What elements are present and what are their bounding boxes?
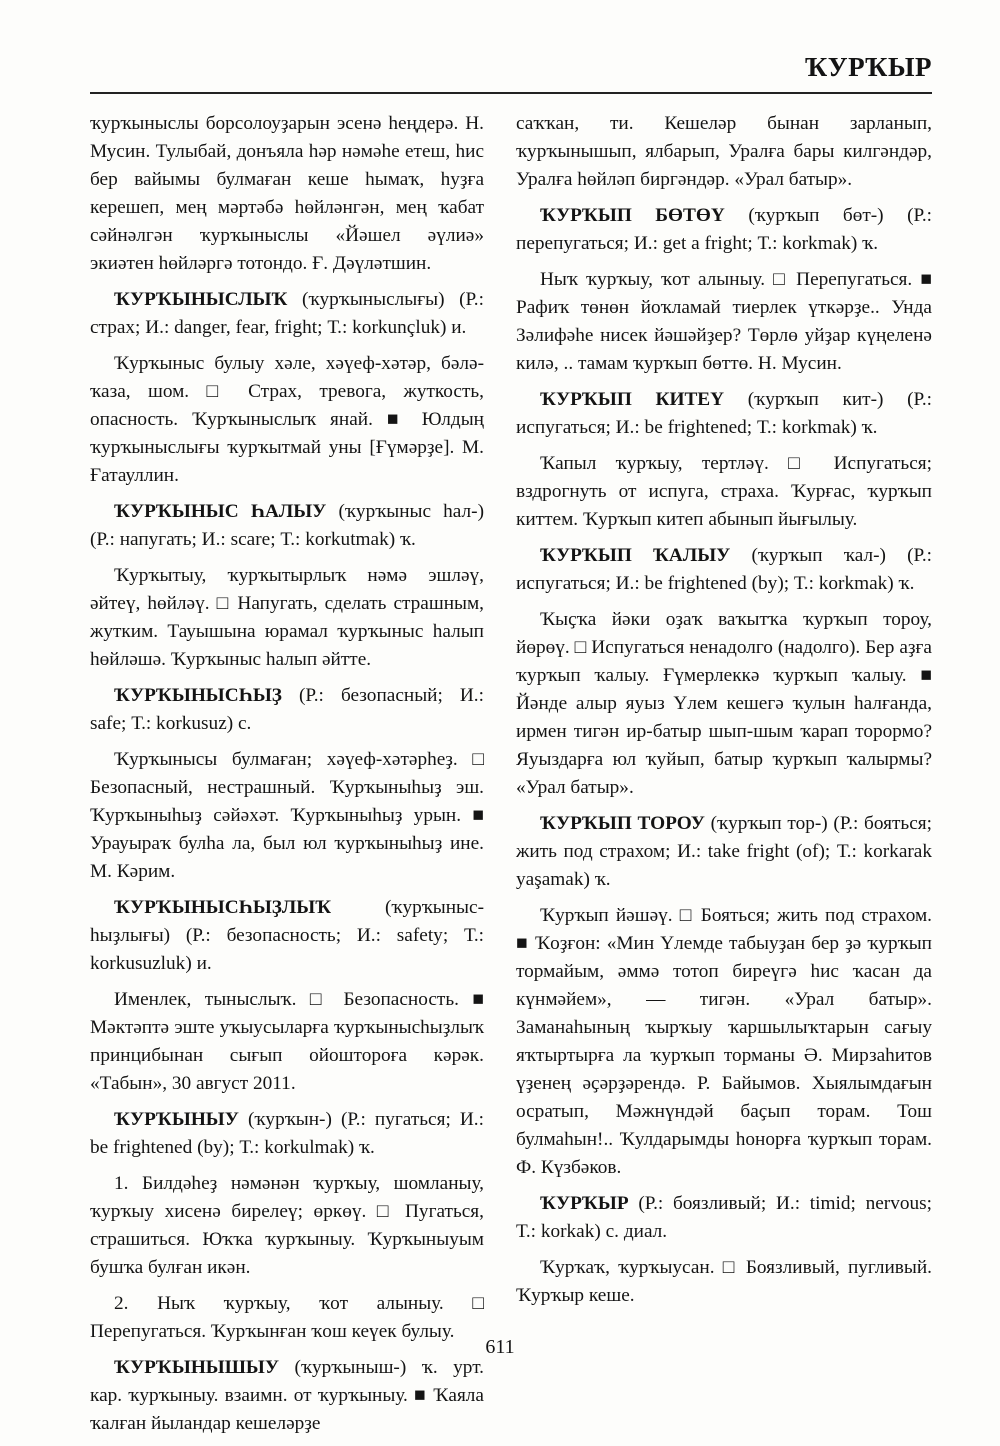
page-number: 611 (485, 1336, 515, 1358)
dictionary-entry (90, 682, 484, 738)
headword: ҠУРҠЫП КИТЕҮ (540, 389, 725, 410)
headword: ҠУРҠЫНЫСҺЫҘЛЫҠ (114, 897, 332, 918)
sense-text: Ҡурҡып йәшәү. □ Бояться; жить под страхом. ■ Ҡоҙғон: «Мин Үлемде табыуҙан бер ҙә ҡурҡып тормайым, әммә тотоп биреүгә һис ҡасан да күнмәйем», — тигән. «Урал батыр». Заманаһының ҡырҡыу ҡаршылыҡтарын сағыу яҡтыртырға ла ҡурҡып торманы Ә. Мирзаһитов үҙенең әҫәрҙәрендә. Р. Байымов. Хыялымдағын осратып, Мәжнүндәй баҫып торам. Тош булмаһын!.. Ҡулдарымды һонорға ҡурҡып торам. Ф. Күзбәков. (516, 905, 932, 1178)
right-column (516, 110, 932, 1318)
entry-grammar: (Р.: боязливый; И.: timid; nervous; Т.: korkak) с. диал. (516, 1193, 932, 1242)
entry-grammar: (ҡурҡыныс һал-) (Р.: напугать; И.: scare; Т.: korkutmak) ҡ. (90, 501, 484, 550)
headword: ҠУРҠЫР (540, 1193, 629, 1214)
dictionary-entry (90, 894, 484, 978)
dictionary-entry (90, 286, 484, 342)
sense-text: Именлек, тыныслыҡ. □ Безопасность. ■ Мәктәптә эште уҡыусыларға ҡурҡынысһыҙлыҡ принцибынан сығып ойоштороға кәрәк. «Табын», 30 август 2011. (90, 989, 484, 1094)
entry-grammar: (ҡурҡып бөт-) (Р.: перепугаться; И.: get a fright; Т.: korkmak) ҡ. (516, 205, 932, 254)
sense-text: 1. Билдәһеҙ нәмәнән ҡурҡыу, шомланыу, ҡурҡыу хисенә бирелеү; өркөү. □ Пугаться, страшиться. Юҡҡа ҡурҡыныу. Ҡурҡыныуым бушҡа булған икән. (90, 1173, 484, 1278)
running-head: ҠУРҠЫР (804, 52, 932, 82)
dictionary-entry (516, 1190, 932, 1246)
sense-text: Ҡурҡыныс булыу хәле, хәүеф-хәтәр, бәлә-ҡаза, шом. □ Страх, тревога, жуткость, опасность. Ҡурҡыныслыҡ янай. ■ Юлдың ҡурҡыныслығы ҡурҡытмай уны [Ғүмәрҙе]. М. Ғатауллин. (90, 353, 484, 486)
sense-text: Ныҡ ҡурҡыу, ҡот алыныу. □ Перепугаться. ■ Рафиҡ төнөн йоҡламай тиерлек үткәрҙе.. Унда Зәлифәһе нисек йәшәйҙер? Төрлө уйҙар күңеленә килә, .. тамам ҡурҡып бөттө. Н. Мусин. (516, 269, 932, 374)
dictionary-entry (90, 1106, 484, 1162)
headword: ҠУРҠЫНЫС ҺАЛЫУ (114, 501, 327, 522)
entry-grammar: (ҡурҡын-) (Р.: пугаться; И.: be frightened (by); Т.: korkulmak) ҡ. (90, 1109, 484, 1158)
header-rule (90, 92, 932, 94)
dictionary-entry (516, 810, 932, 894)
dictionary-entry (516, 542, 932, 598)
entry-grammar: (ҡурҡыныслығы) (Р.: страх; И.: danger, fear, fright; Т.: korkunçluk) и. (90, 289, 484, 338)
entry-grammar: (ҡурҡыныш-) ҡ. урт. кар. ҡурҡыныу. взаимн. от ҡурҡыныу. ■ Ҡаяла ҡалған йыландар кешеләрҙе (90, 1357, 484, 1434)
headword: ҠУРҠЫНЫУ (114, 1109, 239, 1130)
continued-text: ҡурҡыныслы борсолоуҙарын эсенә һеңдерә. Н. Мусин. Тулыбай, донъяла һәр нәмәһе етеш, һис бер вайымы булмаған кеше һымаҡ, һуҙға керешеп, мең мәртәбә һөйләнгән, мең ҡабат сәйнәлгән ҡурҡыныслы «Йәшел әүлиә» экиәтен һөйләргә тотондо. Ғ. Дәүләтшин. (90, 113, 484, 274)
entry-grammar: (ҡурҡып тор-) (Р.: бояться; жить под страхом; И.: take fright (of); Т.: korkarak yaşamak) ҡ. (516, 813, 932, 890)
dictionary-entry (516, 386, 932, 442)
sense-text: Ҡурҡаҡ, ҡурҡыусан. □ Боязливый, пугливый. Ҡурҡыр кеше. (516, 1257, 932, 1306)
continued-text: саҡҡан, ти. Кешеләр бынан зарланып, ҡурҡынышып, ялбарып, Уралға бары килгәндәр, Уралға һөйләп биргәндәр. «Урал батыр». (516, 113, 932, 190)
dictionary-entry (90, 498, 484, 554)
headword: ҠУРҠЫП БӨТӨҮ (540, 205, 725, 226)
sense-text: Ҡурҡынысы булмаған; хәүеф-хәтәрһеҙ. □ Безопасный, нестрашный. Ҡурҡыныһыҙ эш. Ҡурҡыныһыҙ сәйәхәт. Ҡурҡыныһыҙ урын. ■ Урауыраҡ булһа ла, был юл ҡурҡыныһыҙ ине. М. Кәрим. (90, 749, 484, 882)
sense-text: 2. Ныҡ ҡурҡыу, ҡот алыныу. □ Перепугаться. Ҡурҡынған ҡош кеүек булыу. (90, 1293, 484, 1342)
sense-text: Ҡыҫҡа йәки оҙаҡ ваҡытҡа ҡурҡып тороу, йөрөү. □ Испугаться ненадолго (надолго). Бер аҙға ҡурҡып ҡалыу. Ғүмерлеккә ҡурҡып ҡалыу. ■ Йәнде алыр яуыз Үлем кешегә ҡулын һалғанда, ирмен тигән ир-батыр шып-шым ҡарап торормо? Яуыздарға юл ҡуйып, батыр ҡурҡып ҡалырмы? «Урал батыр». (516, 609, 932, 798)
sense-text: Ҡурҡытыу, ҡурҡытырлыҡ нәмә эшләү, әйтеү, һөйләү. □ Напугать, сделать страшным, жутким. Тауышына юрамал ҡурҡыныс һалып һөйләшә. Ҡурҡыныс һалып әйтте. (90, 565, 484, 670)
headword: ҠУРҠЫНЫСЛЫҠ (114, 289, 288, 310)
entry-grammar: (ҡурҡыныс-һыҙлығы) (Р.: безопасность; И.: safety; Т.: korkusuzluk) и. (90, 897, 484, 974)
headword: ҠУРҠЫП ҠАЛЫУ (540, 545, 731, 566)
entry-grammar: (Р.: безопасный; И.: safe; Т.: korkusuz) с. (90, 685, 484, 734)
entry-grammar: (ҡурҡып кит-) (Р.: испугаться; И.: be frightened; Т.: korkmak) ҡ. (516, 389, 932, 438)
headword: ҠУРҠЫП ТОРОУ (540, 813, 705, 834)
headword: ҠУРҠЫНЫСҺЫҘ (114, 685, 282, 706)
sense-text: Ҡапыл ҡурҡыу, тертләү. □ Испугаться; вздрогнуть от испуга, страха. Ҡурғас, ҡурҡып киттем. Ҡурҡып китеп абынып йығылыу. (516, 453, 932, 530)
dictionary-entry (90, 1354, 484, 1438)
entry-grammar: (ҡурҡып ҡал-) (Р.: испугаться; И.: be frightened (by); Т.: korkmak) ҡ. (516, 545, 932, 594)
left-column (90, 110, 484, 1446)
headword: ҠУРҠЫНЫШЫУ (114, 1357, 280, 1378)
dictionary-entry (516, 202, 932, 258)
